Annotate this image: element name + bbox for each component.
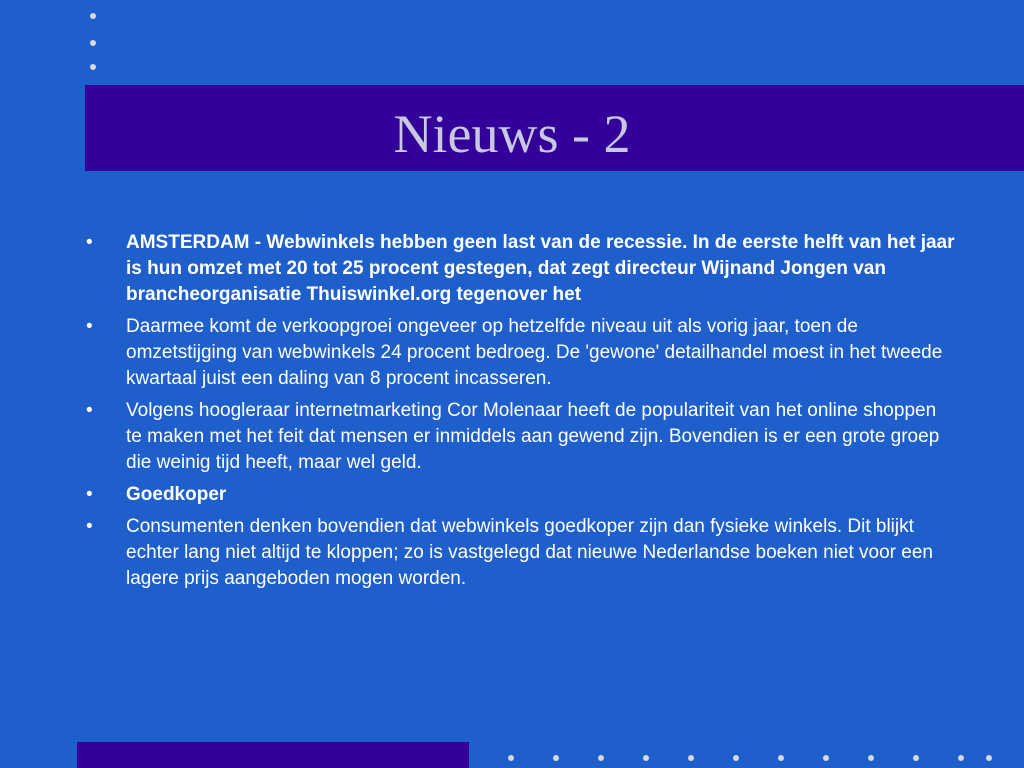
bullet-item (86, 314, 956, 392)
decoration-dot (643, 755, 649, 761)
bullet-marker: • (86, 516, 93, 537)
decoration-dot (90, 64, 96, 70)
bullet-marker: • (86, 400, 93, 421)
bullet-marker: • (86, 316, 93, 337)
decoration-dot (823, 755, 829, 761)
bullet-text: Daarmee komt de verkoopgroei ongeveer op hetzelfde niveau uit als vorig jaar, toen de omzetstijging van webwinkels 24 procent bedroeg. De 'gewone' detailhandel moest in het tweede kwartaal juist een daling van 8 procent incasseren. (126, 316, 943, 389)
decoration-dot (508, 755, 514, 761)
decoration-dot (90, 13, 96, 19)
bullet-text: AMSTERDAM - Webwinkels hebben geen last van de recessie. In de eerste helft van het jaar is hun omzet met 20 tot 25 procent gestegen, dat zegt directeur Wijnand Jongen van brancheorganisatie Thuiswinkel.org tegenover het (126, 232, 955, 305)
footer-band (77, 742, 469, 768)
decoration-dot (913, 755, 919, 761)
decoration-dot (868, 755, 874, 761)
bullet-item (86, 514, 956, 592)
bullet-text: Goedkoper (126, 484, 227, 505)
bullet-item (86, 398, 956, 476)
bullet-marker: • (86, 484, 93, 505)
decoration-dot (688, 755, 694, 761)
bullet-text: Volgens hoogleraar internetmarketing Cor Molenaar heeft de populariteit van het online shoppen te maken met het feit dat mensen er inmiddels aan gewend zijn. Bovendien is er een grote groep die weinig tijd heeft, maar wel geld. (126, 400, 940, 473)
bullet-text: Consumenten denken bovendien dat webwinkels goedkoper zijn dan fysieke winkels. Dit blijkt echter lang niet altijd te kloppen; zo is vastgelegd dat nieuwe Nederlandse boeken niet voor een lagere prijs aangeboden mogen worden. (126, 516, 933, 589)
bullet-list (86, 230, 956, 598)
decoration-dot (90, 40, 96, 46)
decoration-dot (553, 755, 559, 761)
bullet-item (86, 482, 956, 508)
bullet-marker: • (86, 232, 93, 253)
decoration-dot (598, 755, 604, 761)
decoration-dot (958, 755, 964, 761)
decoration-dot (733, 755, 739, 761)
bullet-item (86, 230, 956, 308)
slide-title: Nieuws - 2 (393, 104, 631, 164)
decoration-dot (778, 755, 784, 761)
decoration-dot (986, 755, 992, 761)
